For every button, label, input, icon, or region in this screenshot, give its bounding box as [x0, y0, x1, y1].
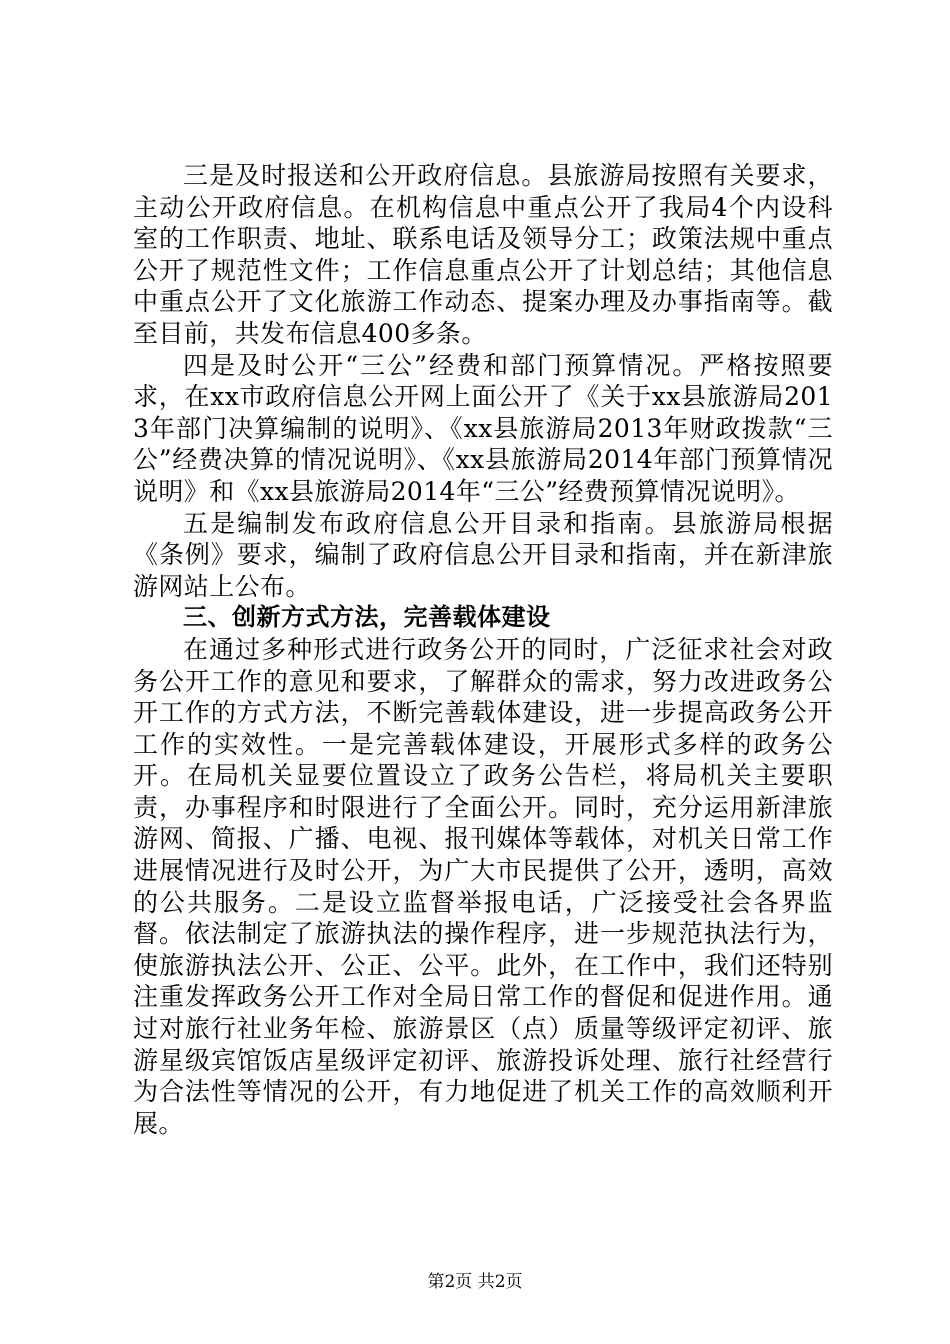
paragraph-three-public-expenses: 四是及时公开“三公”经费和部门预算情况。严格按照要求，在xx市政府信息公开网上面公开了《关于xx县旅游局2013年部门决算编制的说明》、《xx县旅游局2013年财政拨款“三公”经费决算的情况说明》、《xx县旅游局2014年部门预算情况说明》和《xx县旅游局2014年“三公”经费预算情况说明》。 [133, 350, 833, 506]
page-footer: 第2页 共2页 [427, 1272, 523, 1292]
paragraph-innovation-methods: 在通过多种形式进行政务公开的同时，广泛征求社会对政务公开工作的意见和要求，了解群众的需求，努力改进政务公开工作的方式方法，不断完善载体建设，进一步提高政务公开工作的实效性。一是完善载体建设，开展形式多样的政务公开。在局机关显要位置设立了政务公告栏，将局机关主要职责，办事程序和时限进行了全面公开。同时，充分运用新津旅游网、简报、广播、电视、报刊媒体等载体，对机关日常工作进展情况进行及时公开，为广大市民提供了公开，透明，高效的公共服务。二是设立监督举报电话，广泛接受社会各界监督。依法制定了旅游执法的操作程序，进一步规范执法行为，使旅游执法公开、公正、公平。此外，在工作中，我们还特别注重发挥政务公开工作对全局日常工作的督促和促进作用。通过对旅行社业务年检、旅游景区（点）质量等级评定初评、旅游星级宾馆饭店星级评定初评、旅游投诉处理、旅行社经营行为合法性等情况的公开，有力地促进了机关工作的高效顺利开展。 [133, 634, 833, 1138]
section-heading: 三、创新方式方法，完善载体建设 [183, 603, 551, 632]
document-body [133, 160, 833, 1139]
paragraph-report-info: 三是及时报送和公开政府信息。县旅游局按照有关要求，主动公开政府信息。在机构信息中重点公开了我局4个内设科室的工作职责、地址、联系电话及领导分工；政策法规中重点公开了规范性文件；工作信息重点公开了计划总结；其他信息中重点公开了文化旅游工作动态、提案办理及办事指南等。截至目前，共发布信息400多条。 [133, 161, 833, 348]
paragraph-catalog-guide: 五是编制发布政府信息公开目录和指南。县旅游局根据《条例》要求，编制了政府信息公开目录和指南，并在新津旅游网站上公布。 [133, 508, 833, 601]
